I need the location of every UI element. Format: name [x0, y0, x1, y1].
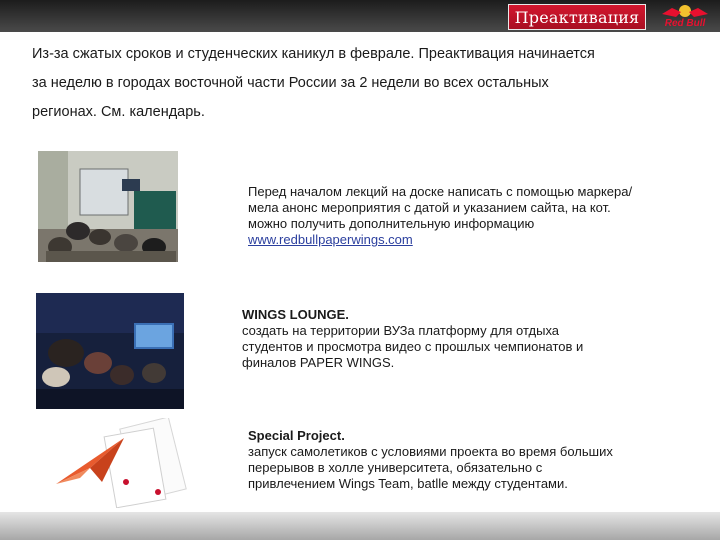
caption-line: запуск самолетиков с условиями проекта во время больших: [248, 444, 613, 459]
header-bar: [0, 0, 720, 32]
item-caption-1: [248, 184, 658, 248]
intro-line: за неделю в городах восточной части России за 2 недели во всех остальных: [32, 75, 549, 91]
website-link[interactable]: www.redbullpaperwings.com: [248, 232, 413, 247]
logo-text: Red Bull: [664, 18, 706, 29]
caption-line: Перед началом лекций на доске написать с помощью маркера/: [248, 184, 633, 199]
footer-bar: [0, 512, 720, 540]
caption-line: мела анонс мероприятия с датой и указанием сайта, на кот.: [248, 200, 611, 215]
caption-line: перерывов в холле университета, обязательно с: [248, 460, 543, 475]
red-bull-logo: [654, 2, 716, 30]
paper-plane-illustration: [50, 418, 190, 508]
caption-line: можно получить дополнительную информацию: [248, 216, 535, 231]
classroom-lecture-photo: [38, 151, 178, 262]
intro-line: регионах. См. календарь.: [32, 104, 205, 120]
item-heading: Special Project.: [248, 428, 345, 443]
intro-paragraph: [32, 40, 682, 127]
students-lounge-photo: [36, 293, 184, 409]
caption-line: создать на территории ВУЗа платформу для отдыха: [242, 323, 560, 338]
caption-line: финалов PAPER WINGS.: [242, 355, 395, 370]
slide-title-box: [508, 4, 646, 30]
slide-title: Преактивация: [514, 8, 640, 27]
item-caption-2: [242, 307, 652, 371]
caption-line: привлечением Wings Team, batlle между студентами.: [248, 476, 568, 491]
item-caption-3: [248, 428, 658, 492]
item-heading: WINGS LOUNGE.: [242, 307, 349, 322]
intro-line: Из-за сжатых сроков и студенческих каникул в феврале. Преактивация начинается: [32, 46, 595, 62]
caption-line: студентов и просмотра видео с прошлых чемпионатов и: [242, 339, 584, 354]
